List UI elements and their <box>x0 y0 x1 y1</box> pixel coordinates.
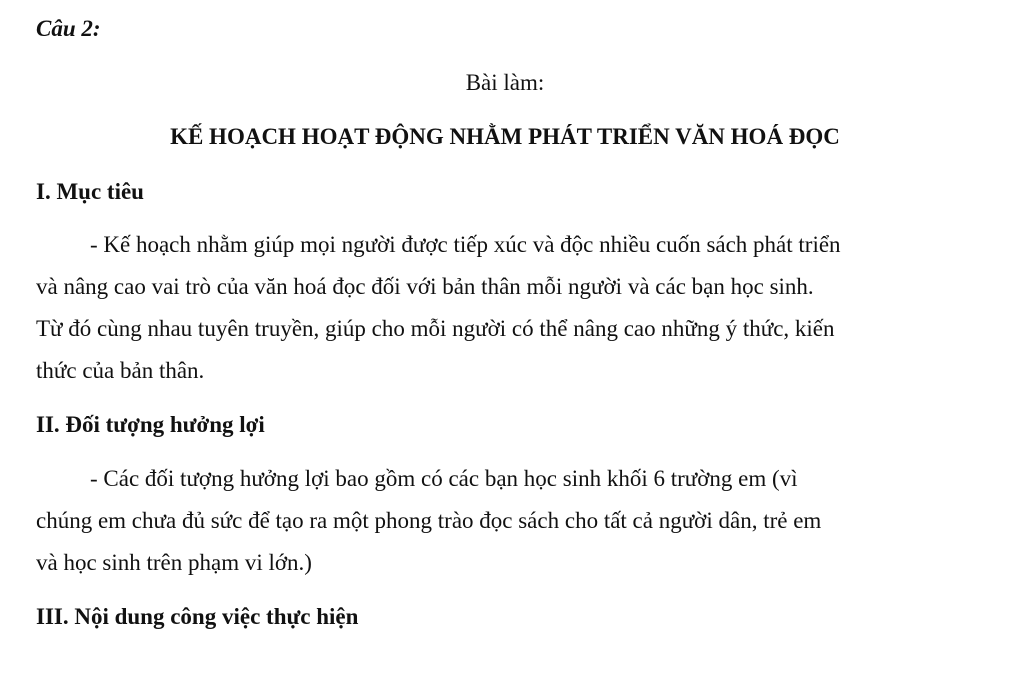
paragraph-line: và nâng cao vai trò của văn hoá đọc đối với bản thân mỗi người và các bạn học sinh. <box>36 274 814 299</box>
question-label: Câu 2: <box>36 16 101 41</box>
section-heading-objectives: I. Mục tiêu <box>36 179 144 204</box>
section-heading-beneficiaries: II. Đối tượng hưởng lợi <box>36 412 265 437</box>
paragraph-line: - Các đối tượng hưởng lợi bao gồm có các bạn học sinh khối 6 trường em (vì <box>90 466 798 491</box>
paragraph-line: thức của bản thân. <box>36 358 205 383</box>
document-title: KẾ HOẠCH HOẠT ĐỘNG NHẰM PHÁT TRIỂN VĂN HOÁ ĐỌC <box>170 124 840 149</box>
paragraph-line: và học sinh trên phạm vi lớn.) <box>36 550 312 575</box>
paragraph-line: - Kế hoạch nhằm giúp mọi người được tiếp xúc và độc nhiều cuốn sách phát triển <box>90 232 841 257</box>
section-heading-work-content: III. Nội dung công việc thực hiện <box>36 604 359 629</box>
answer-label: Bài làm: <box>465 70 545 95</box>
paragraph-line: chúng em chưa đủ sức để tạo ra một phong trào đọc sách cho tất cả người dân, trẻ em <box>36 508 822 533</box>
paragraph-line: Từ đó cùng nhau tuyên truyền, giúp cho mỗi người có thể nâng cao những ý thức, kiến <box>36 316 835 341</box>
